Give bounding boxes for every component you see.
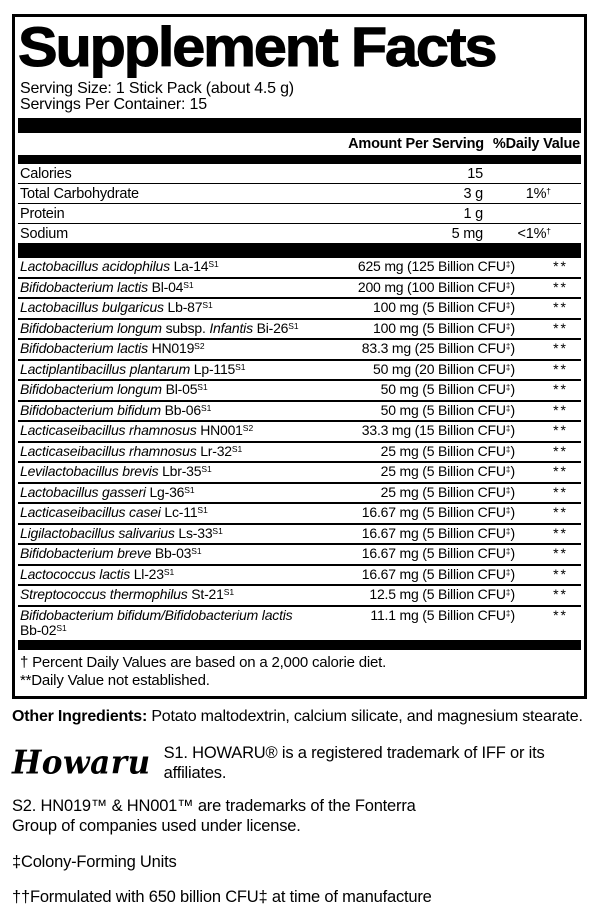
panel-title-wrap — [18, 17, 581, 81]
nutrient-name: Sodium — [20, 226, 68, 242]
nutrient-daily-value: 1%† — [525, 186, 551, 202]
probiotic-daily-value: ** — [553, 606, 568, 623]
nutrient-row — [18, 184, 581, 204]
probiotic-amount: 50 mg (20 Billion CFU‡) — [373, 360, 515, 377]
probiotic-amount: 25 mg (5 Billion CFU‡) — [380, 442, 515, 459]
divider-bar-probiotics — [18, 243, 581, 258]
probiotic-daily-value: ** — [553, 422, 568, 438]
probiotic-row — [18, 402, 581, 423]
supplement-facts-panel — [12, 14, 587, 699]
footnote-dv-not-established: **Daily Value not established. — [20, 671, 210, 689]
probiotic-daily-value: ** — [553, 319, 568, 336]
probiotic-row — [18, 607, 581, 640]
probiotic-row — [18, 299, 581, 320]
probiotic-row — [18, 279, 581, 300]
probiotic-row — [18, 258, 581, 279]
probiotic-daily-value: ** — [553, 442, 568, 459]
probiotic-amount: 12.5 mg (5 Billion CFU‡) — [369, 586, 515, 602]
probiotic-name: Lacticaseibacillus rhamnosus $Lr-32^{S1}$ — [20, 442, 243, 459]
probiotic-name: Bifidobacterium breve $Bb-03^{S1}$ — [20, 545, 202, 561]
probiotic-amount: 50 mg (5 Billion CFU‡) — [380, 401, 515, 418]
nutrient-name: Total Carbohydrate — [20, 186, 139, 202]
s2-trademark-line1: S2. HN019™ & HN001™ are trademarks of the Fonterra — [12, 797, 416, 816]
footnotes — [18, 650, 581, 697]
probiotic-name: Lacticaseibacillus rhamnosus $HN001^{S2}$ — [20, 422, 254, 438]
probiotic-row — [18, 504, 581, 525]
divider-bar-footnotes — [18, 640, 581, 650]
nutrient-amount: 15 — [467, 166, 483, 182]
amount-per-serving-header: Amount Per Serving — [348, 136, 484, 152]
probiotic-name: Ligilactobacillus salivarius $Ls-33^{S1}$ — [20, 524, 223, 541]
cfu-definition-note: ‡Colony-Forming Units — [12, 852, 177, 871]
formulated-note: ††Formulated with 650 billion CFU‡ at time of manufacture — [12, 887, 432, 906]
probiotic-daily-value: ** — [553, 483, 568, 500]
probiotic-daily-value: ** — [553, 299, 568, 315]
nutrient-row — [18, 224, 581, 243]
probiotic-daily-value: ** — [553, 258, 568, 274]
column-header-row — [18, 133, 581, 155]
probiotic-daily-value: ** — [553, 565, 568, 582]
probiotic-amount: 33.3 mg (15 Billion CFU‡) — [361, 422, 515, 438]
probiotic-name: Bifidobacterium bifidum/Bifidobacterium lactis $Bb-02^{S1}$ — [20, 606, 293, 638]
daily-value-header: %Daily Value — [492, 136, 580, 152]
probiotic-amount: 25 mg (5 Billion CFU‡) — [380, 483, 515, 500]
probiotic-amount: 625 mg (125 Billion CFU‡) — [357, 258, 515, 274]
nutrient-name: Calories — [20, 166, 72, 182]
nutrient-amount: 1 g — [463, 206, 483, 222]
probiotic-amount: 200 mg (100 Billion CFU‡) — [357, 278, 515, 295]
probiotic-name: Levilactobacillus brevis Lbr-$35^{S1}$ — [20, 463, 212, 479]
probiotic-daily-value: ** — [553, 504, 568, 520]
probiotic-amount: 50 mg (5 Billion CFU‡) — [380, 381, 515, 397]
probiotic-name: Bifidobacterium longum subsp. Infantis $Bi-26^{S1}$ — [20, 319, 299, 336]
s2-trademark-line2: Group of companies used under license. — [12, 817, 301, 836]
probiotic-row — [18, 422, 581, 443]
nutrient-daily-value: <1%† — [517, 226, 551, 242]
probiotic-daily-value: ** — [553, 340, 568, 356]
other-ingredients-text: Potato maltodextrin, calcium silicate, and magnesium stearate. — [147, 708, 583, 726]
nutrient-amount: 3 g — [463, 186, 483, 202]
servings-per-container-line: Servings Per Container: 15 — [20, 96, 207, 113]
other-ingredients-label: Other Ingredients: — [12, 708, 148, 726]
probiotic-name: Streptococcus thermophilus $St-21^{S1}$ — [20, 586, 235, 602]
howaru-logo: Howaru — [12, 743, 151, 782]
probiotic-amount: 100 mg (5 Billion CFU‡) — [373, 299, 515, 315]
panel-title: Supplement Facts — [18, 17, 496, 78]
probiotic-daily-value: ** — [553, 463, 568, 479]
probiotic-name: Lactobacillus acidophilus $La-14^{S1}$ — [20, 258, 219, 274]
probiotic-row — [18, 381, 581, 402]
probiotic-row — [18, 545, 581, 566]
probiotic-name: Bifidobacterium longum $Bl-05^{S1}$ — [20, 381, 208, 397]
probiotic-row — [18, 566, 581, 587]
probiotic-amount: 25 mg (5 Billion CFU‡) — [380, 463, 515, 479]
probiotic-row — [18, 340, 581, 361]
probiotic-name: Bifidobacterium bifidum $Bb-06^{S1}$ — [20, 401, 212, 418]
other-ingredients-line — [12, 708, 587, 726]
probiotic-daily-value: ** — [553, 524, 568, 541]
probiotic-daily-value: ** — [553, 360, 568, 377]
nutrient-row — [18, 164, 581, 184]
probiotic-name: Lactococcus lactis $Ll-23^{S1}$ — [20, 565, 175, 582]
probiotic-amount: 16.67 mg (5 Billion CFU‡) — [361, 504, 515, 520]
footnote-daily-values: † Percent Daily Values are based on a 2,000 calorie diet. — [20, 653, 387, 671]
probiotic-name: Lactobacillus gasseri $Lg-36^{S1}$ — [20, 483, 195, 500]
probiotic-daily-value: ** — [553, 278, 568, 295]
probiotic-daily-value: ** — [553, 401, 568, 418]
probiotic-amount: 16.67 mg (5 Billion CFU‡) — [361, 565, 515, 582]
probiotic-name: Bifidobacterium lactis $Bl-04^{S1}$ — [20, 278, 194, 295]
probiotic-name: Lactiplantibacillus plantarum $Lp-115^{S1}$ — [20, 360, 246, 377]
probiotic-row — [18, 525, 581, 546]
probiotic-row — [18, 361, 581, 382]
nutrient-rows — [18, 164, 581, 243]
serving-size-line: Serving Size: 1 Stick Pack (about 4.5 g) — [20, 80, 294, 97]
probiotic-daily-value: ** — [553, 545, 568, 561]
probiotic-amount: 16.67 mg (5 Billion CFU‡) — [361, 545, 515, 561]
probiotic-row — [18, 586, 581, 607]
probiotic-name: Bifidobacterium lactis $HN019^{S2}$ — [20, 340, 205, 356]
probiotic-row — [18, 463, 581, 484]
probiotic-name: Lacticaseibacillus casei $Lc-11^{S1}$ — [20, 504, 208, 520]
nutrient-amount: 5 mg — [451, 226, 483, 242]
probiotic-daily-value: ** — [553, 381, 568, 397]
probiotic-amount: 100 mg (5 Billion CFU‡) — [373, 319, 515, 336]
probiotic-amount: 16.67 mg (5 Billion CFU‡) — [361, 524, 515, 541]
probiotic-amount: 11.1 mg (5 Billion CFU‡) — [370, 606, 515, 623]
probiotic-row — [18, 443, 581, 464]
s1-trademark-note: S1. HOWARU® is a registered trademark of IFF or its affiliates. — [163, 744, 545, 783]
probiotic-rows — [18, 258, 581, 640]
probiotic-amount: 83.3 mg (25 Billion CFU‡) — [361, 340, 515, 356]
divider-bar-header — [18, 155, 581, 164]
howaru-trademark-row — [12, 743, 587, 783]
nutrient-row — [18, 204, 581, 224]
nutrient-name: Protein — [20, 206, 65, 222]
divider-bar-top — [18, 118, 581, 133]
probiotic-row — [18, 320, 581, 341]
probiotic-row — [18, 484, 581, 505]
s2-trademark-note — [12, 796, 587, 836]
probiotic-name: Lactobacillus bulgaricus $Lb-87^{S1}$ — [20, 299, 213, 315]
probiotic-daily-value: ** — [553, 586, 568, 602]
